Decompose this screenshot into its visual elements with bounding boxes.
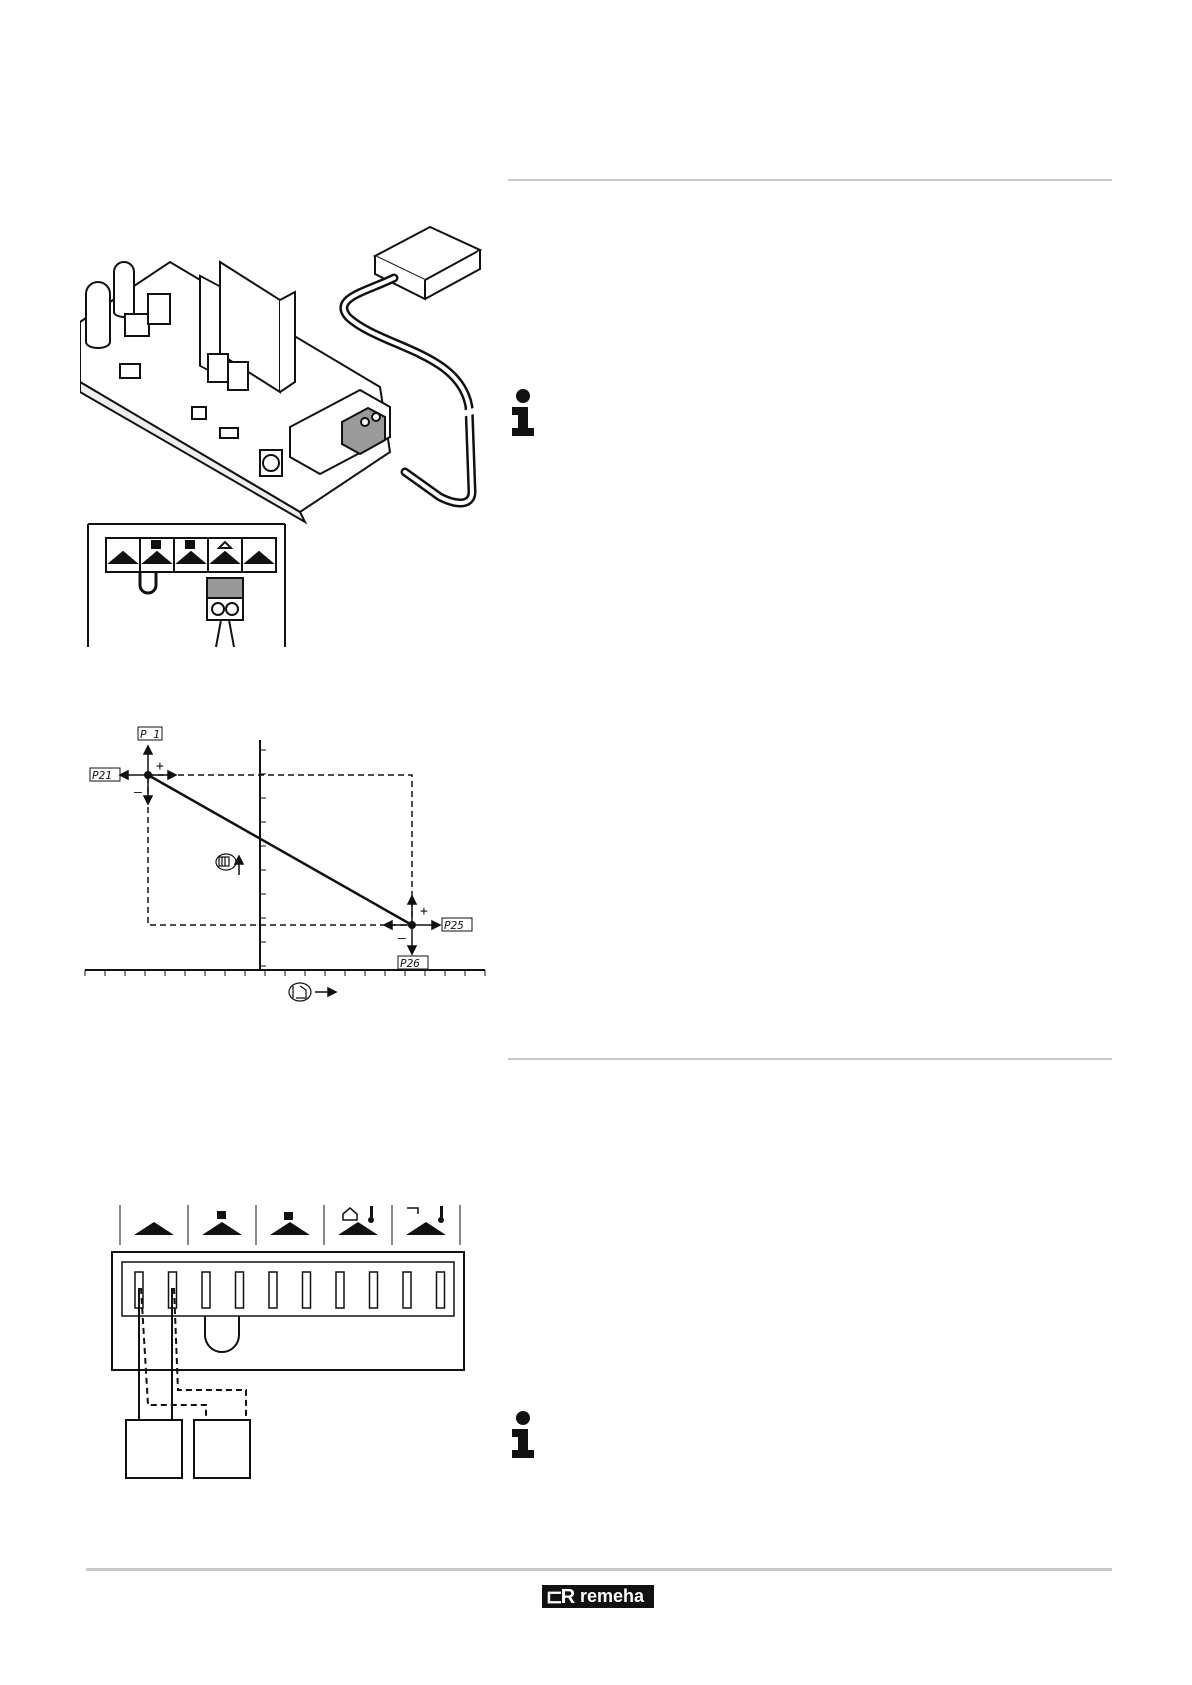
terminal-slot [370, 1272, 378, 1308]
heating-curve-line [148, 775, 412, 925]
terminal-slot [403, 1272, 411, 1308]
terminal-slot [269, 1272, 277, 1308]
brand-mark: ⊏R [546, 1586, 574, 1608]
param-label-p21: P21 [92, 769, 112, 782]
terminal-strip-wiring-figure [100, 1200, 480, 1490]
param-label-p25: P25 [444, 919, 464, 932]
terminal-inset [88, 524, 285, 647]
terminal-slot [303, 1272, 311, 1308]
outdoor-temperature-icon [289, 983, 311, 1001]
terminal-slot [202, 1272, 210, 1308]
heating-curve-chart [80, 720, 490, 1020]
terminal-slot [437, 1272, 445, 1308]
minus-sign: – [134, 785, 142, 800]
flow-temperature-icon [216, 854, 236, 870]
brand-logo [542, 1585, 654, 1608]
pcb-sensor-connection-figure [80, 222, 490, 647]
plus-sign: + [156, 759, 164, 774]
info-icon [508, 1410, 538, 1460]
footer-divider [86, 1568, 1112, 1571]
bridge-jumper [205, 1316, 239, 1352]
terminal-slot [336, 1272, 344, 1308]
info-icon [508, 388, 538, 438]
param-label-p1: P 1 [140, 728, 160, 741]
param-label-p26: P26 [400, 957, 420, 970]
plus-sign: + [420, 904, 428, 919]
device-box-left [126, 1420, 182, 1478]
section-divider-top [508, 179, 1112, 181]
brand-name: remeha [580, 1586, 645, 1606]
terminal-slot [236, 1272, 244, 1308]
minus-sign: – [398, 931, 406, 946]
section-divider-middle [508, 1058, 1112, 1060]
device-box-right [194, 1420, 250, 1478]
outdoor-sensor-box [375, 227, 480, 299]
